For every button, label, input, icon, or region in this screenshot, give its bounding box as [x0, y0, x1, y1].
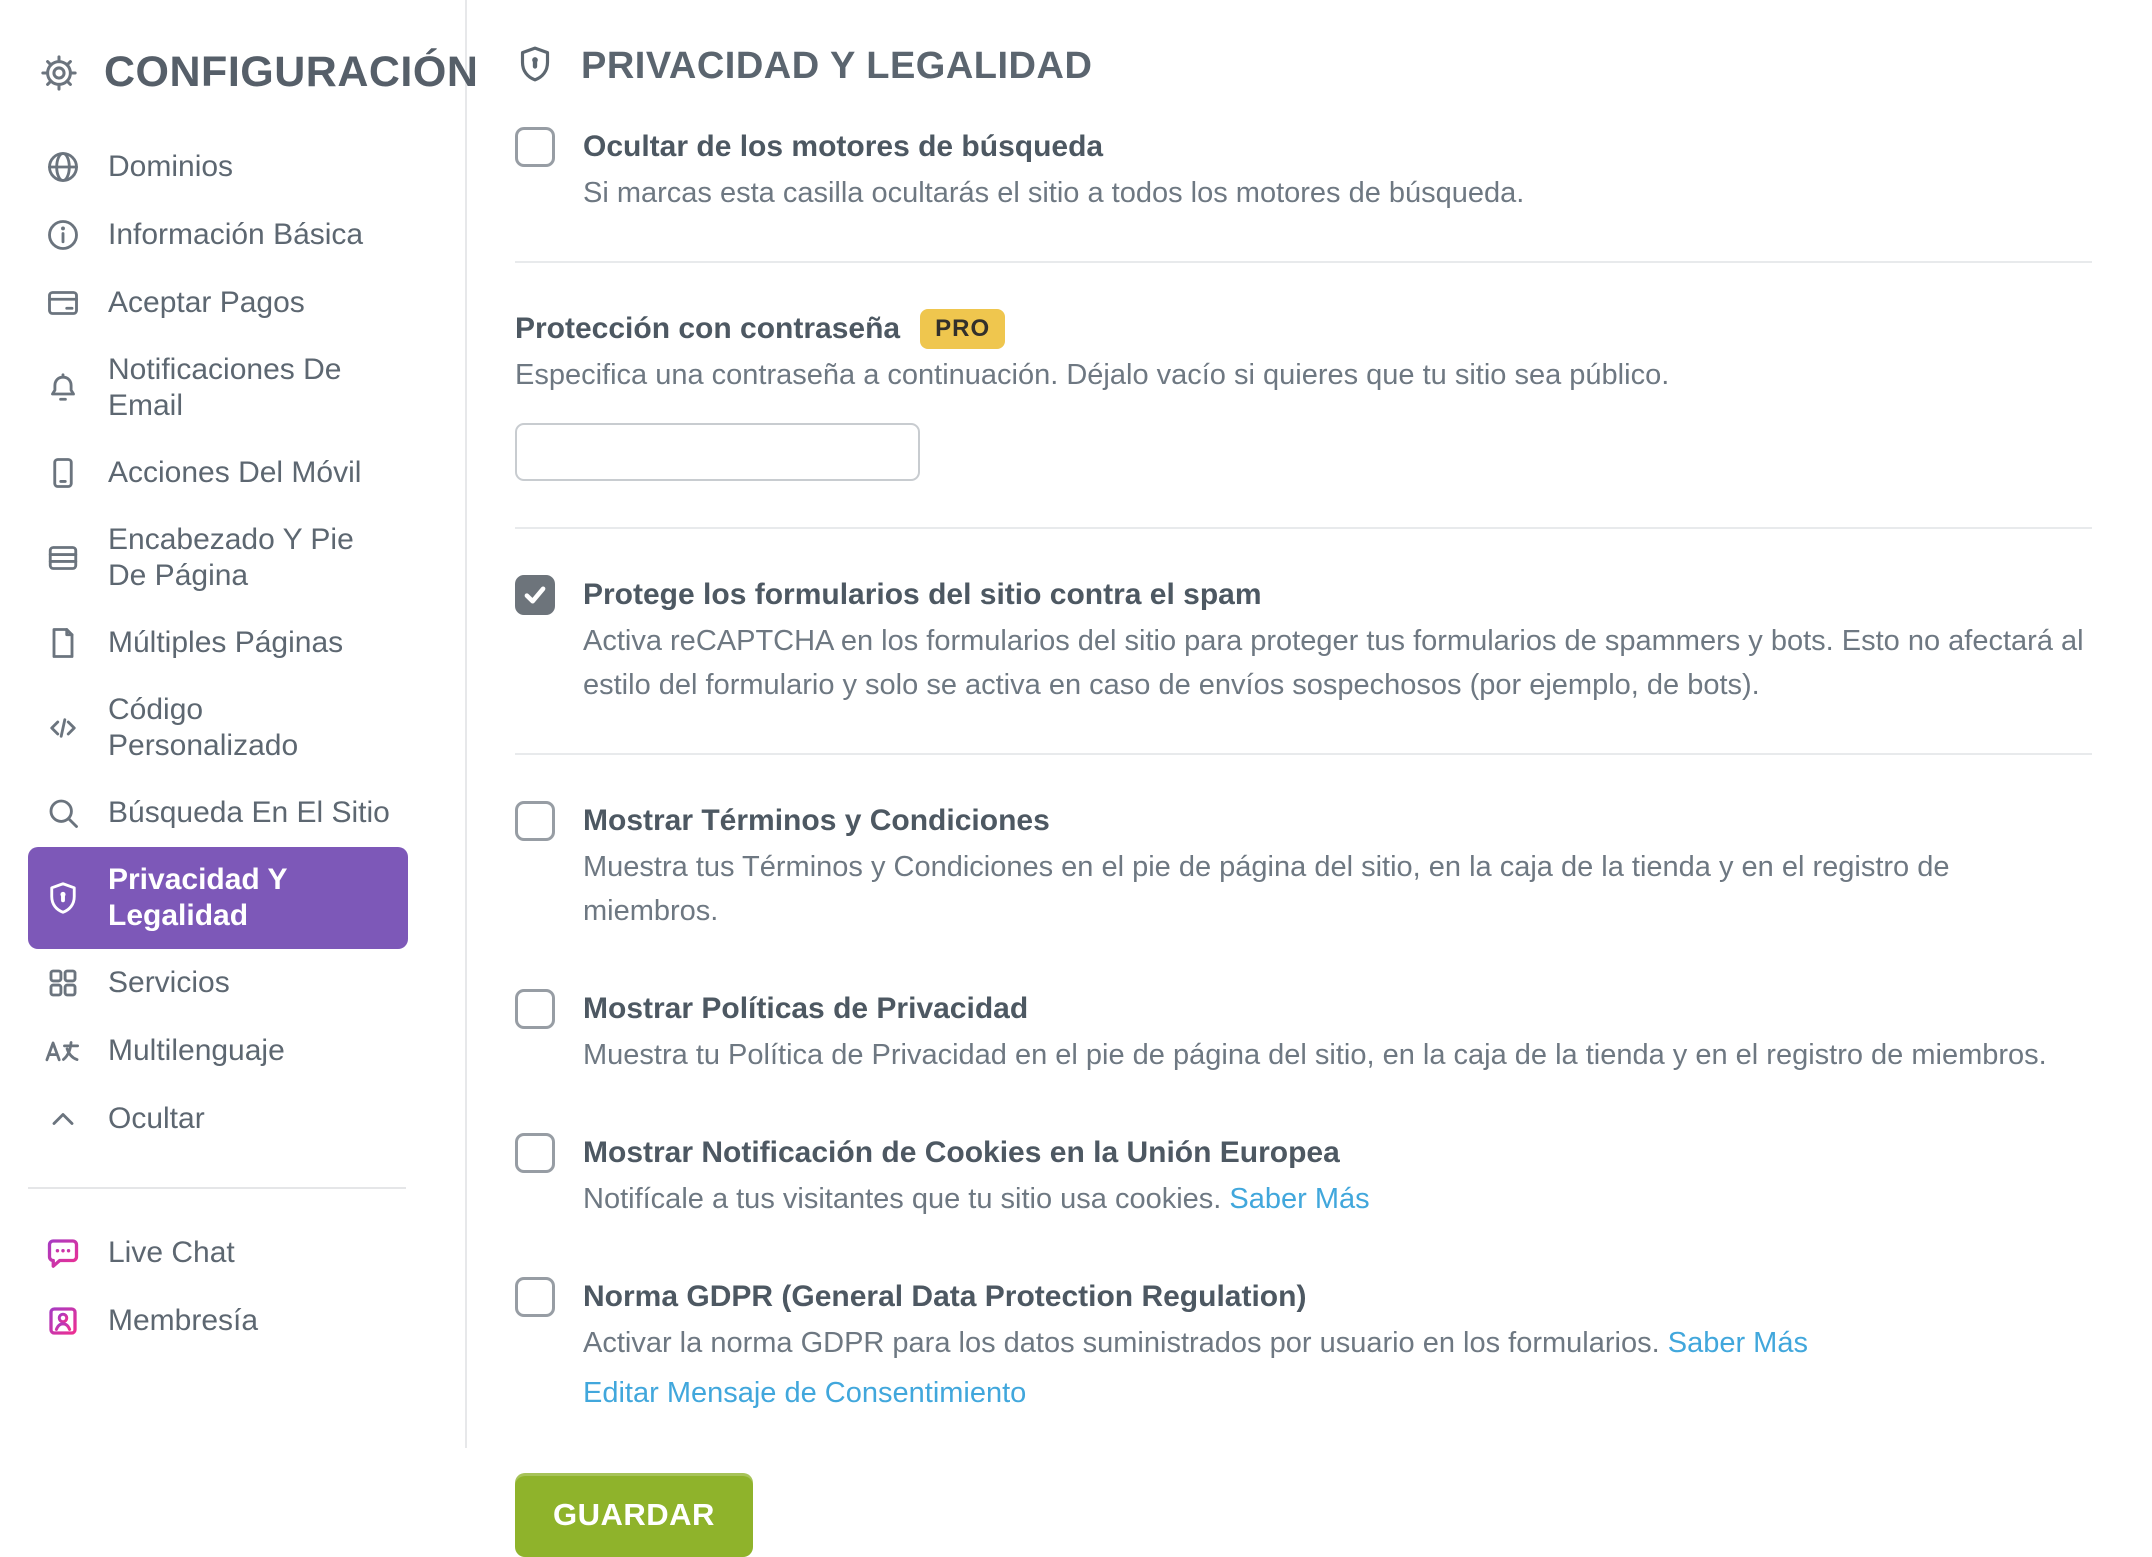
header-footer-icon — [44, 539, 82, 577]
search-icon — [44, 794, 82, 832]
language-icon — [44, 1032, 82, 1070]
hide-from-search-label: Ocultar de los motores de búsqueda — [583, 130, 1104, 163]
password-protection-label: Protección con contraseña — [515, 312, 901, 345]
sidebar-item-label: Notificaciones De Email — [108, 353, 342, 422]
sidebar-item-acciones-del-movil[interactable] — [28, 439, 408, 507]
globe-icon — [44, 148, 82, 186]
mobile-icon — [44, 454, 82, 492]
save-button[interactable]: GUARDAR — [515, 1473, 753, 1557]
bell-icon — [44, 369, 82, 407]
page-title: PRIVACIDAD Y LEGALIDAD — [581, 45, 1093, 87]
sidebar-divider — [28, 1187, 406, 1189]
settings-sidebar — [0, 0, 479, 1448]
sidebar-header — [0, 38, 479, 107]
sidebar-item-label: Aceptar Pagos — [108, 286, 305, 319]
terms-description: Muestra tus Términos y Condiciones en el pie de página del sitio, en la caja de la tienda y en el registro de miembros. — [583, 851, 1950, 927]
cookies-learn-more-link[interactable]: Saber Más — [1229, 1183, 1370, 1215]
spam-protection-label: Protege los formularios del sitio contra el spam — [583, 578, 1262, 611]
cookies-description-text: Notifícale a tus visitantes que tu sitio usa cookies. — [583, 1183, 1222, 1215]
cookies-checkbox[interactable] — [515, 1133, 555, 1173]
sidebar-item-label: Búsqueda En El Sitio — [108, 796, 390, 829]
sidebar-item-label: Código Personalizado — [108, 693, 299, 762]
sidebar-item-label: Live Chat — [108, 1236, 235, 1269]
page-icon — [44, 624, 82, 662]
sidebar-item-multiples-paginas[interactable] — [28, 609, 408, 677]
privacy-policy-row — [515, 989, 2092, 1077]
hide-from-search-row — [515, 127, 2092, 215]
shield-icon — [44, 879, 82, 917]
sidebar-item-label: Ocultar — [108, 1102, 205, 1135]
grid-icon — [44, 964, 82, 1002]
privacy-policy-description: Muestra tu Política de Privacidad en el pie de página del sitio, en la caja de la tienda y en el registro de miembros. — [583, 1039, 2047, 1071]
password-protection-description: Especifica una contraseña a continuación. Déjalo vacío si quieres que tu sitio sea público. — [515, 359, 1670, 391]
credit-card-icon — [44, 284, 82, 322]
edit-consent-message-link[interactable]: Editar Mensaje de Consentimiento — [583, 1377, 1027, 1409]
privacy-policy-label: Mostrar Políticas de Privacidad — [583, 992, 1029, 1025]
password-protection-section — [515, 309, 2092, 481]
sidebar-item-informacion-basica[interactable] — [28, 201, 408, 269]
privacy-settings-panel — [467, 0, 2152, 1532]
cookies-label: Mostrar Notificación de Cookies en la Unión Europea — [583, 1136, 1340, 1169]
sidebar-item-label: Información Básica — [108, 218, 364, 251]
hide-from-search-checkbox[interactable] — [515, 127, 555, 167]
cookies-description — [583, 1177, 2092, 1221]
sidebar-item-live-chat[interactable] — [28, 1219, 408, 1287]
sidebar-item-codigo-personalizado[interactable] — [28, 677, 408, 779]
hide-from-search-description: Si marcas esta casilla ocultarás el sitio a todos los motores de búsqueda. — [583, 177, 1525, 209]
spam-protection-row — [515, 575, 2092, 707]
shield-icon — [515, 44, 555, 89]
sidebar-item-privacidad-y-legalidad[interactable] — [28, 847, 408, 949]
sidebar-item-multilenguaje[interactable] — [28, 1017, 408, 1085]
sidebar-item-label: Acciones Del Móvil — [108, 456, 362, 489]
section-divider — [515, 527, 2092, 529]
terms-label: Mostrar Términos y Condiciones — [583, 804, 1050, 837]
sidebar-item-notificaciones-de-email[interactable] — [28, 337, 408, 439]
section-divider — [515, 753, 2092, 755]
pro-badge: PRO — [920, 309, 1005, 349]
sidebar-item-label: Servicios — [108, 966, 230, 999]
chat-icon — [44, 1234, 82, 1272]
gdpr-checkbox[interactable] — [515, 1277, 555, 1317]
page-header — [515, 44, 2092, 89]
section-divider — [515, 261, 2092, 263]
sidebar-item-membresia[interactable] — [28, 1287, 408, 1355]
sidebar-item-label: Múltiples Páginas — [108, 626, 344, 659]
sidebar-item-label: Dominios — [108, 150, 234, 183]
sidebar-item-dominios[interactable] — [28, 133, 408, 201]
spam-protection-checkbox[interactable] — [515, 575, 555, 615]
cookies-row — [515, 1133, 2092, 1221]
gear-icon — [40, 54, 78, 92]
info-icon — [44, 216, 82, 254]
privacy-policy-checkbox[interactable] — [515, 989, 555, 1029]
member-card-icon — [44, 1302, 82, 1340]
sidebar-item-ocultar[interactable] — [28, 1085, 408, 1153]
sidebar-item-label: Membresía — [108, 1304, 259, 1337]
spam-protection-description: Activa reCAPTCHA en los formularios del sitio para proteger tus formularios de spammers y bots. Esto no afectará al estilo del formulario y solo se activa en caso de envíos sospechosos (por ejemplo, de bots). — [583, 625, 2084, 701]
chevron-up-icon — [44, 1100, 82, 1138]
gdpr-label: Norma GDPR (General Data Protection Regulation) — [583, 1280, 1307, 1313]
sidebar-item-servicios[interactable] — [28, 949, 408, 1017]
terms-checkbox[interactable] — [515, 801, 555, 841]
terms-row — [515, 801, 2092, 933]
gdpr-description-text: Activar la norma GDPR para los datos suministrados por usuario en los formularios. — [583, 1327, 1660, 1359]
sidebar-item-encabezado-y-pie[interactable] — [28, 507, 408, 609]
password-input[interactable] — [515, 423, 920, 481]
gdpr-row — [515, 1277, 2092, 1415]
sidebar-item-busqueda-en-el-sitio[interactable] — [28, 779, 408, 847]
sidebar-title: CONFIGURACIÓN — [104, 48, 479, 96]
sidebar-item-label: Encabezado Y Pie De Página — [108, 523, 354, 592]
sidebar-item-label: Privacidad Y Legalidad — [108, 863, 288, 932]
gdpr-description — [583, 1321, 2092, 1365]
gdpr-learn-more-link[interactable]: Saber Más — [1667, 1327, 1808, 1359]
sidebar-item-aceptar-pagos[interactable] — [28, 269, 408, 337]
code-icon — [44, 709, 82, 747]
sidebar-item-label: Multilenguaje — [108, 1034, 285, 1067]
